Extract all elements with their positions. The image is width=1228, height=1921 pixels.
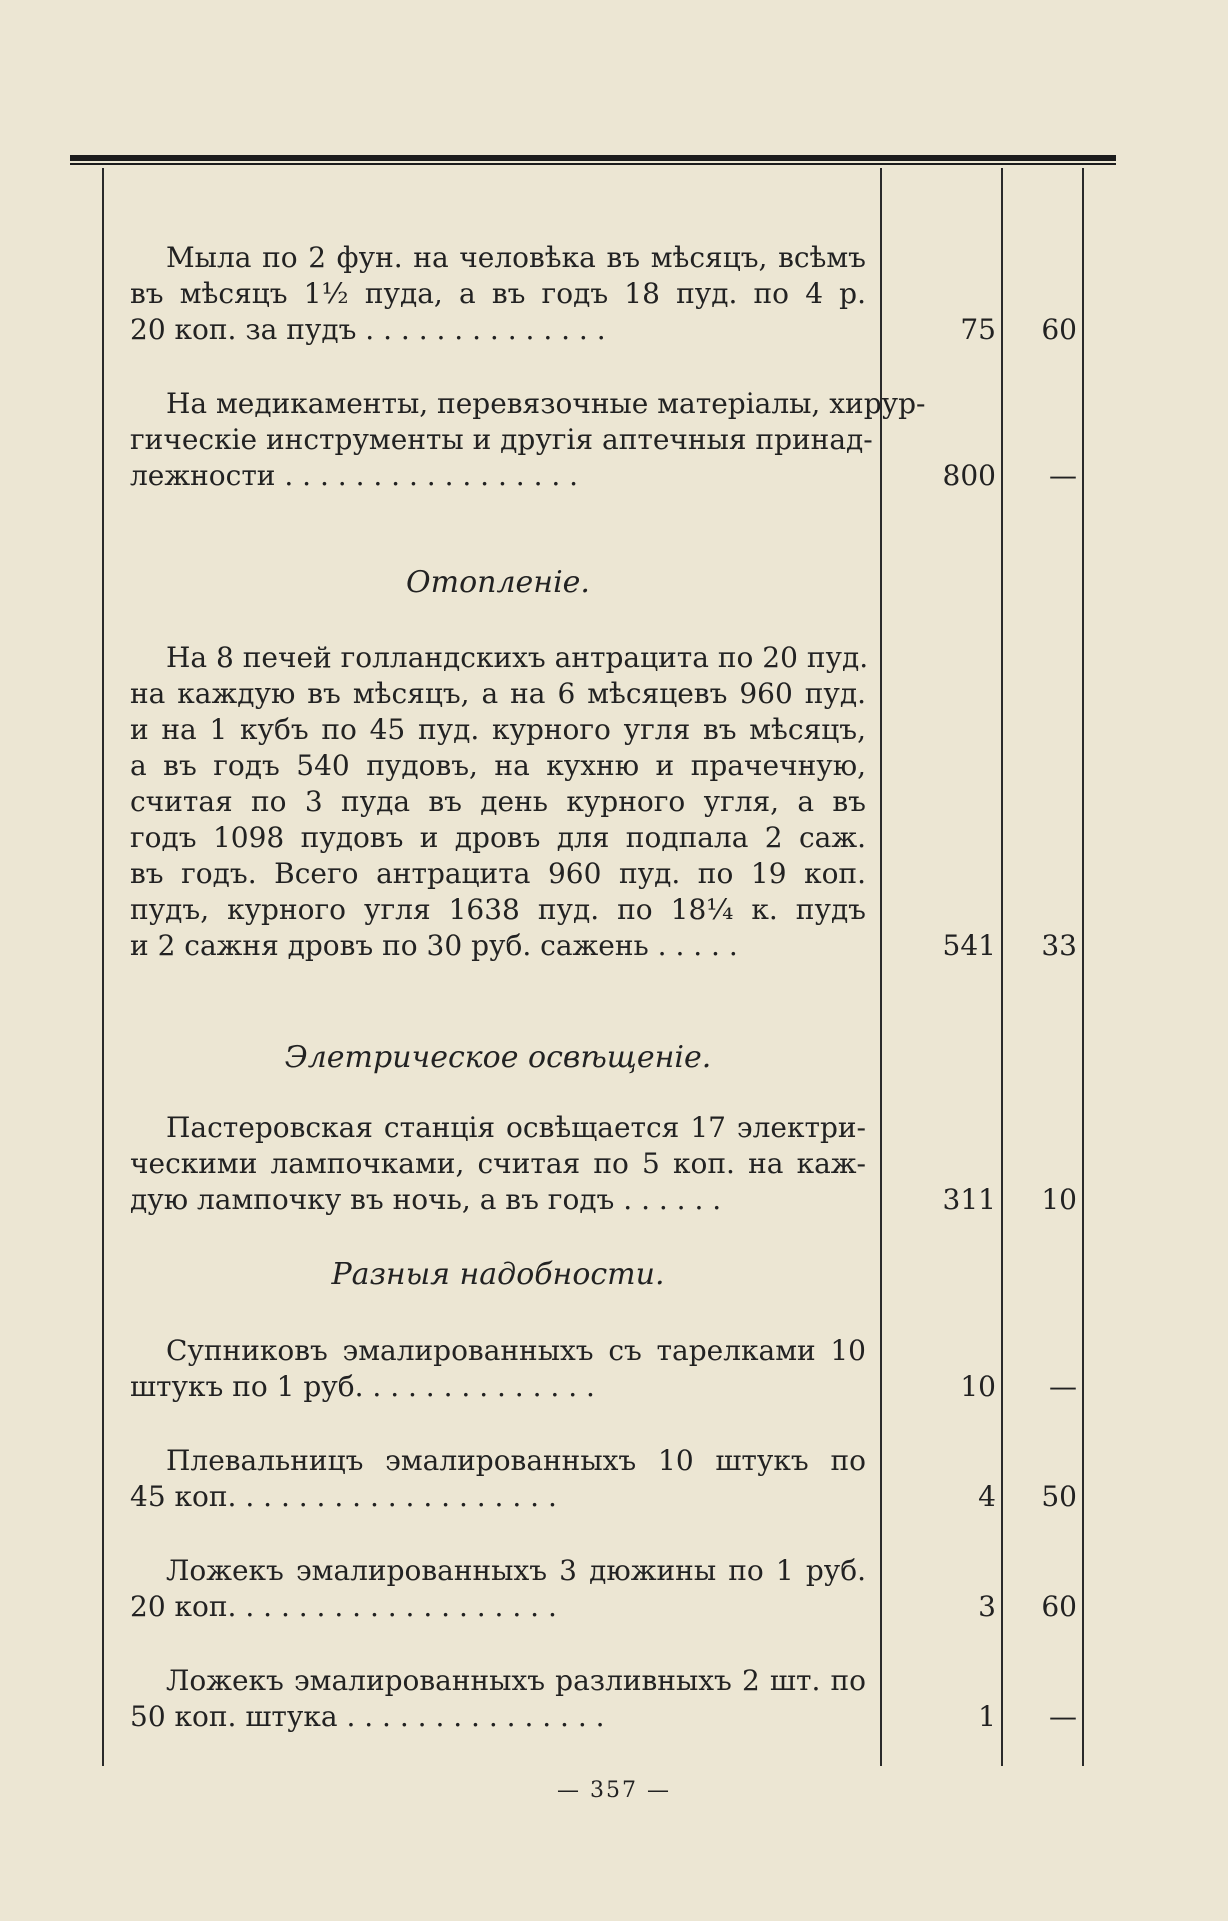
entry-line: Ложекъ эмалированныхъ 3 дюжины по 1 руб. — [166, 1554, 866, 1587]
section-heading-electric: Элетрическое освѣщеніе. — [284, 1040, 712, 1075]
amount-rubles: 4 — [978, 1480, 996, 1513]
entry-line: Плевальницъ эмалированныхъ 10 штукъ по — [166, 1444, 866, 1477]
entry-line: считая по 3 пуда въ день курного угля, а въ — [130, 785, 866, 818]
top-rule-thin — [70, 163, 1116, 165]
entry-line: гическіе инструменты и другія аптечныя принад- — [130, 423, 873, 456]
entry-line: 50 коп. штука . . . . . . . . . . . . . . . — [130, 1700, 605, 1733]
amount-rubles: 1 — [978, 1700, 996, 1733]
amount-kopecks: — — [1049, 1370, 1077, 1403]
amount-kopecks: 33 — [1041, 929, 1077, 962]
amount-kopecks: 10 — [1041, 1183, 1077, 1216]
amount-rubles: 75 — [960, 313, 996, 346]
entry-line: лежности . . . . . . . . . . . . . . . . . — [130, 459, 579, 492]
top-rule — [70, 155, 1116, 161]
amount-rubles: 10 — [960, 1370, 996, 1403]
entry-spittoons — [130, 1443, 866, 1515]
entry-line: пудъ, курного угля 1638 пуд. по 18¼ к. пудъ — [130, 893, 866, 926]
entry-line: и 2 сажня дровъ по 30 руб. сажень . . . . . — [130, 929, 738, 962]
entry-line: дую лампочку въ ночь, а въ годъ . . . . . . — [130, 1183, 722, 1216]
section-heading-heating: Отопленіе. — [406, 565, 590, 600]
entry-ladles — [130, 1663, 866, 1735]
entry-line: 45 коп. . . . . . . . . . . . . . . . . . . — [130, 1480, 557, 1513]
column-rule-kopecks — [1082, 168, 1084, 1766]
entry-line: и на 1 кубъ по 45 пуд. курного угля въ мѣсяцъ, — [130, 713, 866, 746]
entry-line: на каждую въ мѣсяцъ, а на 6 мѣсяцевъ 960 пуд. — [130, 677, 866, 710]
page-number: — 357 — — [557, 1778, 671, 1803]
amount-rubles: 800 — [942, 459, 996, 492]
entry-electric — [130, 1110, 866, 1218]
entry-line: Ложекъ эмалированныхъ разливныхъ 2 шт. по — [166, 1664, 866, 1697]
entry-spoons — [130, 1553, 866, 1625]
amount-rubles: 3 — [978, 1590, 996, 1623]
amount-kopecks: — — [1049, 1700, 1077, 1733]
section-heading-misc: Разныя надобности. — [331, 1257, 665, 1292]
column-rule-rubles — [1001, 168, 1003, 1766]
entry-line: Супниковъ эмалированныхъ съ тарелками 10 — [166, 1334, 866, 1367]
entry-line: годъ 1098 пудовъ и дровъ для подпала 2 саж. — [130, 821, 866, 854]
entry-heating — [130, 640, 869, 964]
entry-line: На 8 печей голландскихъ антрацита по 20 пуд. — [166, 641, 869, 674]
amount-kopecks: — — [1049, 459, 1077, 492]
entry-line: На медикаменты, перевязочные матеріалы, хирур- — [166, 387, 926, 420]
entry-soup-bowls — [130, 1333, 866, 1405]
entry-line: 20 коп. за пудъ . . . . . . . . . . . . . . — [130, 313, 606, 346]
entry-line: въ годъ. Всего антрацита 960 пуд. по 19 коп. — [130, 857, 866, 890]
entry-line: штукъ по 1 руб. . . . . . . . . . . . . . — [130, 1370, 595, 1403]
entry-soap — [130, 240, 866, 348]
entry-line: въ мѣсяцъ 1½ пуда, а въ годъ 18 пуд. по 4 р. — [130, 277, 866, 310]
entry-line: а въ годъ 540 пудовъ, на кухню и прачечную, — [130, 749, 866, 782]
amount-kopecks: 60 — [1041, 313, 1077, 346]
column-rule-left — [102, 168, 104, 1766]
entry-line: Пастеровская станція освѣщается 17 электри- — [166, 1111, 866, 1144]
amount-kopecks: 50 — [1041, 1480, 1077, 1513]
amount-rubles: 541 — [942, 929, 996, 962]
amount-kopecks: 60 — [1041, 1590, 1077, 1623]
amount-rubles: 311 — [942, 1183, 996, 1216]
entry-line: Мыла по 2 фун. на человѣка въ мѣсяцъ, всѣмъ — [166, 241, 866, 274]
entry-medicaments — [130, 386, 926, 494]
entry-line: ческими лампочками, считая по 5 коп. на каж- — [130, 1147, 866, 1180]
entry-line: 20 коп. . . . . . . . . . . . . . . . . . . — [130, 1590, 557, 1623]
